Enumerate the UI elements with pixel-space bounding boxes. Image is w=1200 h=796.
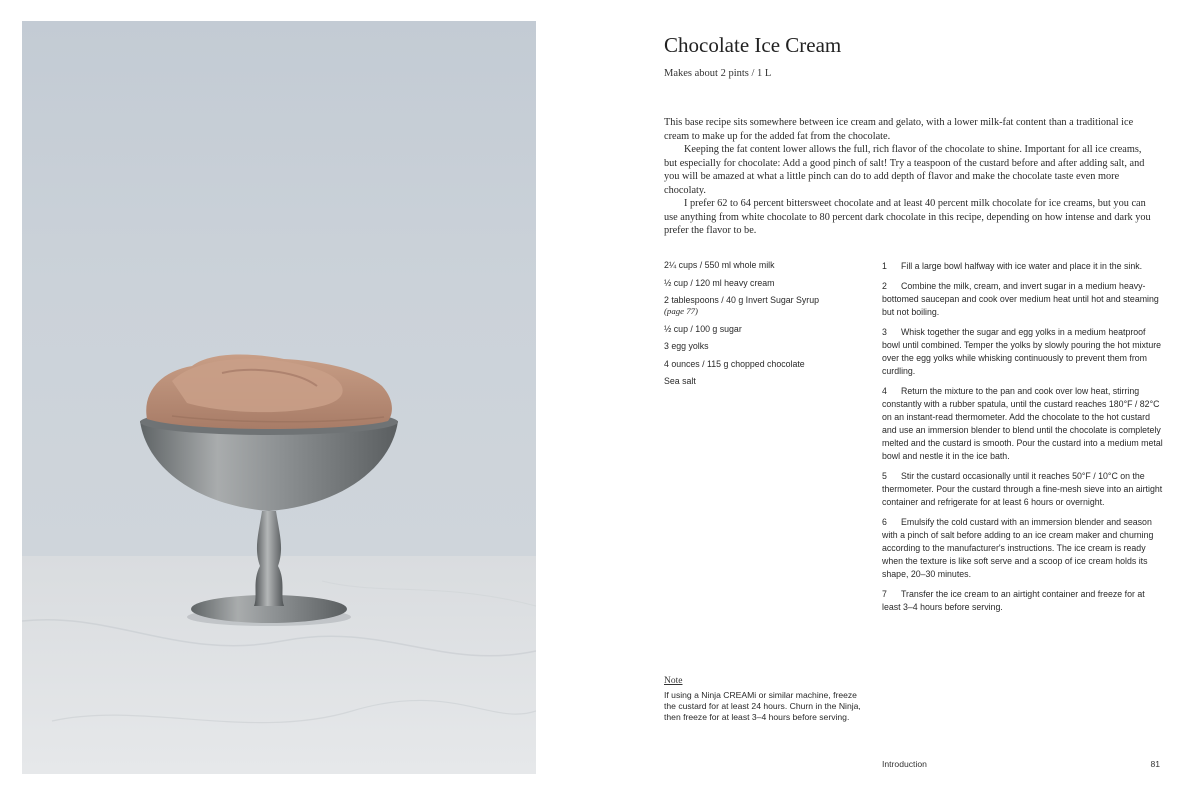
method-step	[882, 516, 1164, 581]
ice-cream-illustration	[22, 21, 536, 774]
step-text: Stir the custard occasionally until it reaches 50°F / 10°C on the thermometer. Pour the custard through a fine-mesh sieve into an airtight container and refrigerate for at least 6 hours or overnight.	[882, 471, 1163, 507]
intro-paragraph: Keeping the fat content lower allows the full, rich flavor of the chocolate to shine. Important for all ice creams, but especially for chocolate: Add a good pinch of salt! Try a teaspoon of the custard before and after adding salt, and you will be amazed at what a little pinch can do to add depth of flavor and make the chocolate taste even more chocolaty.	[664, 144, 1145, 196]
ingredient-list	[664, 260, 864, 394]
footer-section-title: Introduction	[882, 759, 927, 769]
page-number: 81	[1150, 759, 1160, 769]
intro-paragraph: I prefer 62 to 64 percent bittersweet chocolate and at least 40 percent milk chocolate for ice creams, but you can use anything from white chocolate to 80 percent dark chocolate in this recipe, depending on how intense and dark you prefer the flavor to be.	[664, 198, 1151, 236]
method-step	[882, 280, 1164, 319]
step-number: 4	[882, 386, 887, 396]
step-text: Whisk together the sugar and egg yolks in a medium heatproof bowl until combined. Temper the yolks by slowly pouring the hot mixture over the egg yolks while whisking continuously to prevent them from curdling.	[882, 327, 1162, 376]
method-step	[882, 588, 1164, 614]
method-step	[882, 385, 1164, 463]
recipe-title: Chocolate Ice Cream	[664, 33, 842, 57]
step-number: 5	[882, 471, 887, 481]
step-text: Return the mixture to the pan and cook over low heat, stirring constantly with a rubber spatula, until the custard reaches 180°F / 82°C on an instant-read thermometer. Add the chocolate to the hot custard and use an immersion blender to blend until the chocolate is completely melted and the custard is smooth. Pour the custard into a medium metal bowl and nestle it in the ice bath.	[882, 386, 1163, 461]
ingredient-item: 4 ounces / 115 g chopped chocolate	[664, 358, 805, 369]
step-text: Fill a large bowl halfway with ice water and place it in the sink.	[901, 261, 1143, 271]
intro-paragraph: This base recipe sits somewhere between ice cream and gelato, with a lower milk-fat content than a traditional ice cream to make up for the added fat from the chocolate.	[664, 117, 1134, 142]
step-number: 2	[882, 281, 887, 291]
ingredient-item: Sea salt	[664, 376, 696, 386]
recipe-page	[664, 0, 1164, 796]
recipe-yield: Makes about 2 pints / 1 L	[664, 68, 772, 79]
note-heading: Note	[664, 676, 683, 686]
method-step	[882, 470, 1164, 509]
recipe-note	[664, 676, 864, 723]
step-number: 7	[882, 589, 887, 599]
ingredient-item: ½ cup / 120 ml heavy cream	[664, 277, 775, 288]
step-text: Transfer the ice cream to an airtight container and freeze for at least 3–4 hours before serving.	[882, 589, 1145, 612]
ice-cream-photo	[22, 21, 536, 774]
step-number: 1	[882, 261, 887, 271]
step-text: Emulsify the cold custard with an immersion blender and season with a pinch of salt before adding to an ice cream maker and churning according to the manufacturer's instructions. The ice cream is ready when the texture is like soft serve and a scoop of ice cream holds its shape, 20–30 minutes.	[882, 517, 1154, 579]
ingredient-item: 2 tablespoons / 40 g Invert Sugar Syrup (page 77)	[664, 295, 820, 316]
method-step	[882, 326, 1164, 378]
step-number: 3	[882, 327, 887, 337]
note-text: If using a Ninja CREAMi or similar machine, freeze the custard for at least 24 hours. Churn in the Ninja, then freeze for at least 3–4 hours before serving.	[664, 690, 861, 722]
step-number: 6	[882, 517, 887, 527]
intro-text	[664, 116, 1154, 238]
page-reference: (page 77)	[664, 306, 698, 316]
method-steps	[882, 260, 1164, 621]
ingredient-item: ½ cup / 100 g sugar	[664, 323, 742, 334]
cup-stem	[254, 511, 284, 606]
method-step	[882, 260, 1164, 273]
step-text: Combine the milk, cream, and invert sugar in a medium heavy-bottomed saucepan and cook over medium heat until hot and steaming but not boiling.	[882, 281, 1159, 317]
ingredient-item: 3 egg yolks	[664, 341, 709, 351]
ingredient-item: 2¼ cups / 550 ml whole milk	[664, 260, 775, 270]
